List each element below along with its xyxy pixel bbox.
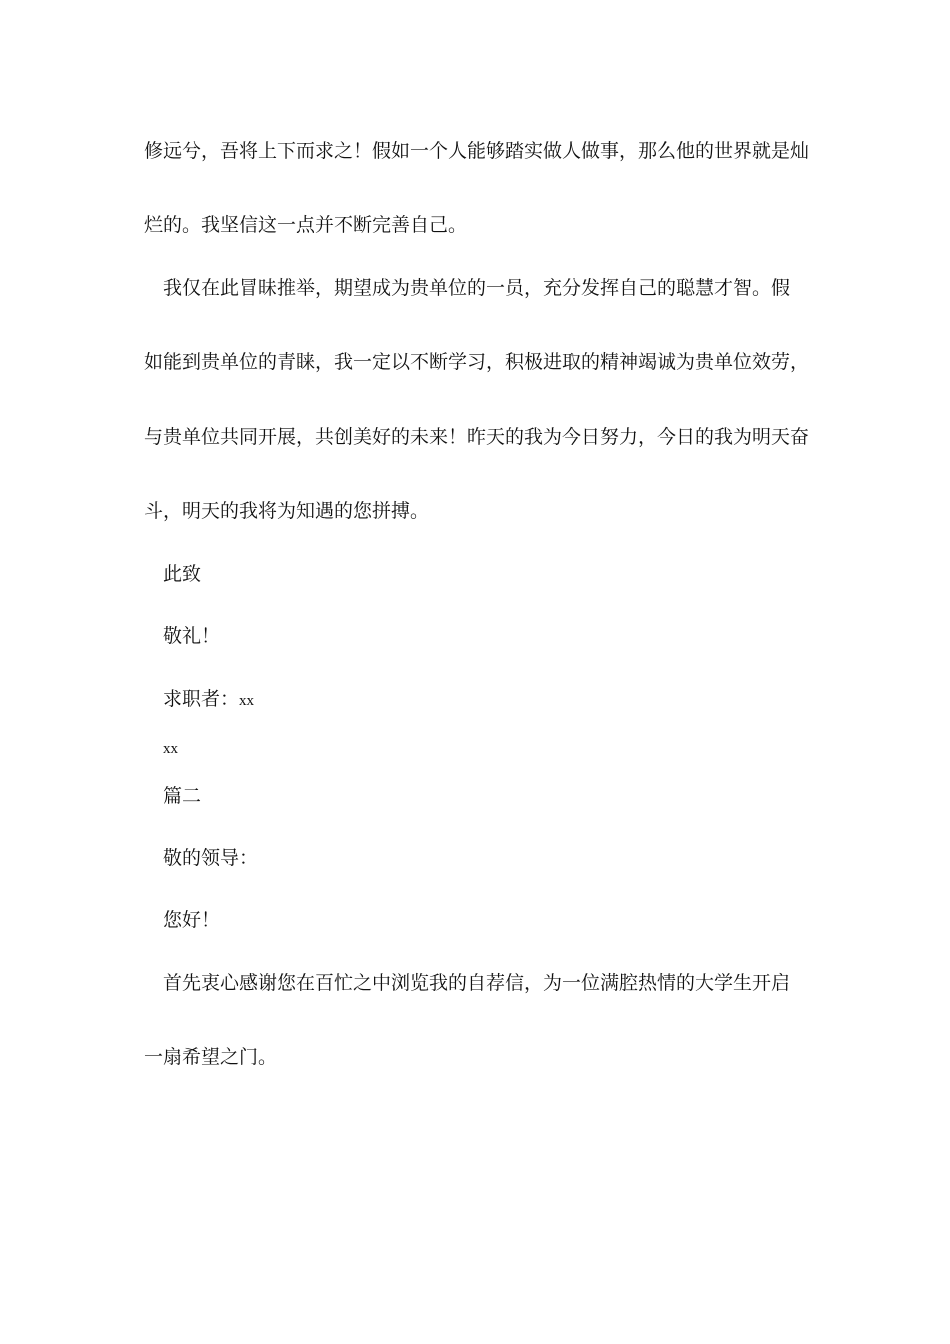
greeting-text: 敬的领导： [163,847,259,869]
paragraph-text-line: 我仅在此冒昧推举，期望成为贵单位的一员，充分发挥自己的聪慧才智。假 [163,277,791,299]
paragraph-text-line: 斗，明天的我将为知遇的您拼搏。 [144,500,430,522]
signature-line [163,687,833,713]
paragraph-text-line: 一扇希望之门。 [144,1046,278,1068]
signature-label: 求职者： [163,688,240,710]
section-title: 篇二 [163,785,202,807]
closing-text: 此致 [163,563,202,585]
date-placeholder: xx [163,741,178,757]
salute-text: 敬礼！ [163,625,221,647]
paragraph-text-line: 烂的。我坚信这一点并不断完善自己。 [144,214,468,236]
paragraph-text-line: 与贵单位共同开展，共创美好的未来！昨天的我为今日努力，今日的我为明天奋 [144,426,810,448]
paragraph-text-line: 如能到贵单位的青睐，我一定以不断学习，积极进取的精神竭诚为贵单位效劳， [144,351,810,373]
hello-text: 您好！ [163,909,221,931]
paragraph-text-line: 修远兮，吾将上下而求之！假如一个人能够踏实做人做事，那么他的世界就是灿 [144,140,810,162]
signature-name: xx [239,693,255,709]
paragraph-text-line: 首先衷心感谢您在百忙之中浏览我的自荐信，为一位满腔热情的大学生开启 [163,972,791,994]
